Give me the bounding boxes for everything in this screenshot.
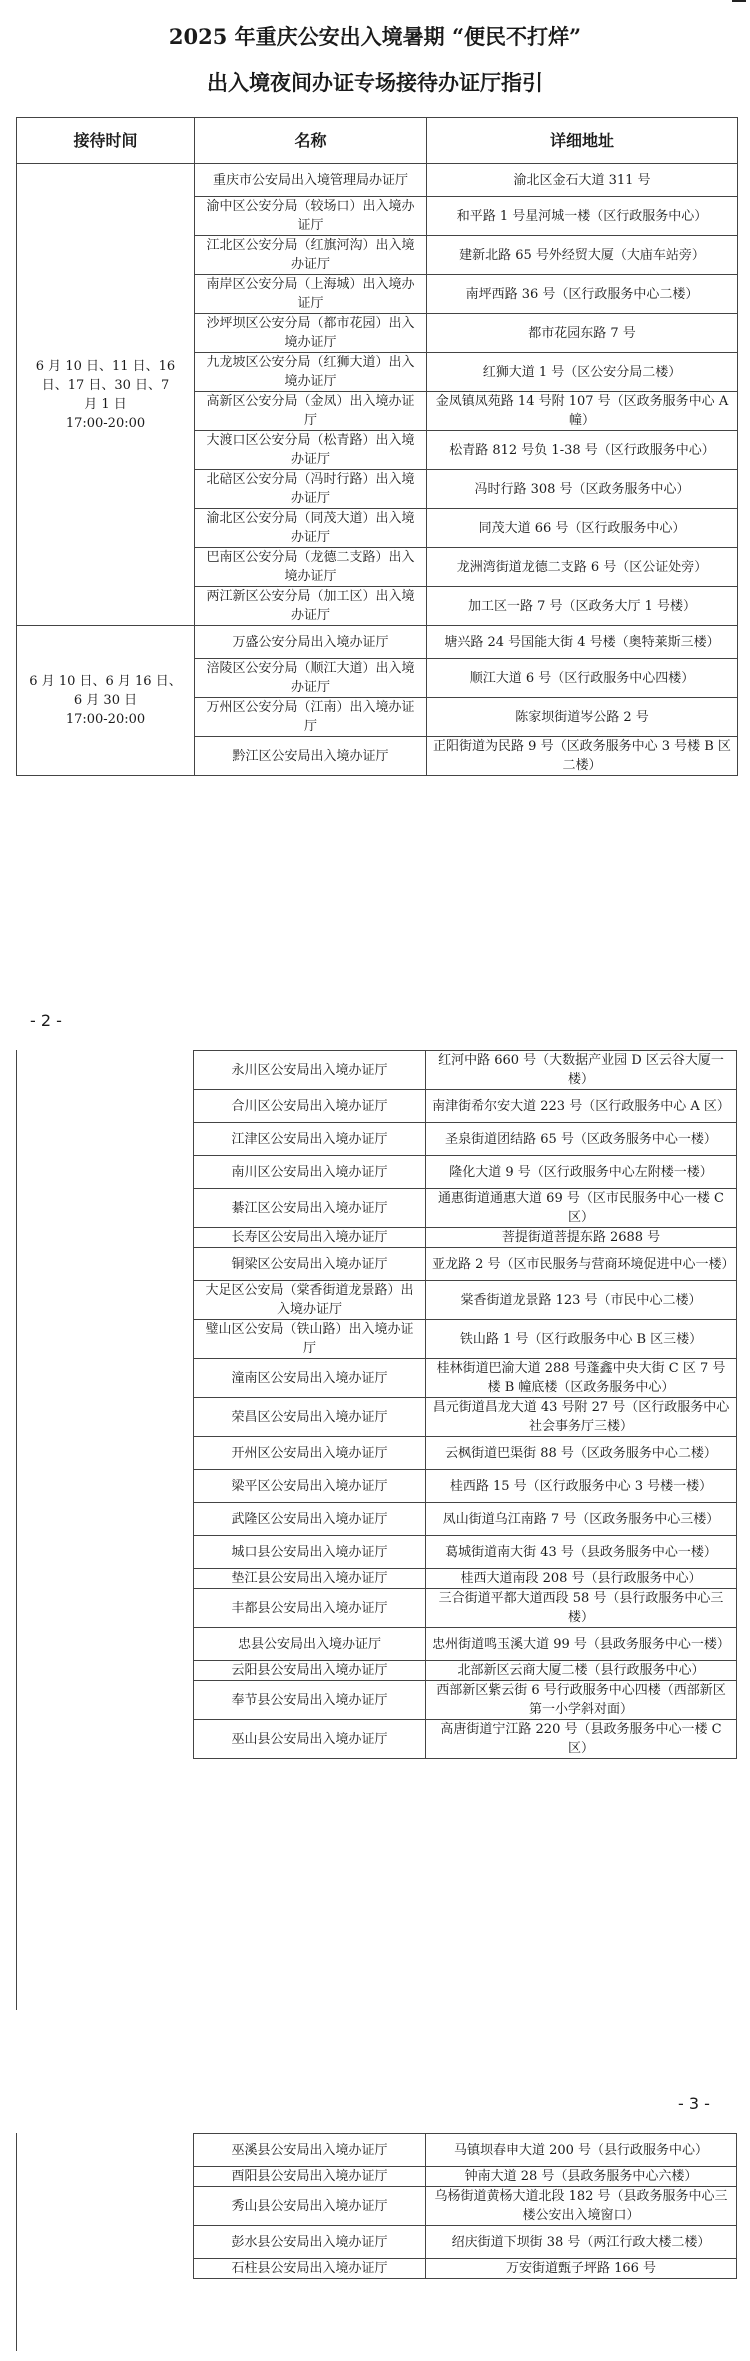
office-address: 南津街希尔安大道 223 号（区行政服务中心 A 区） bbox=[426, 1090, 737, 1123]
office-address: 红狮大道 1 号（区公安分局二楼） bbox=[427, 353, 738, 392]
office-name: 万州区公安分局（江南）出入境办证厅 bbox=[195, 698, 427, 737]
office-name: 高新区公安分局（金凤）出入境办证厅 bbox=[195, 392, 427, 431]
office-name: 大足区公安局（棠香街道龙景路）出入境办证厅 bbox=[194, 1281, 426, 1320]
office-name: 綦江区公安局出入境办证厅 bbox=[194, 1189, 426, 1228]
table-row bbox=[194, 1090, 737, 1123]
office-table-page2 bbox=[193, 1050, 737, 1759]
office-address: 隆化大道 9 号（区行政服务中心左附楼一楼） bbox=[426, 1156, 737, 1189]
office-address: 桂西大道南段 208 号（县行政服务中心） bbox=[426, 1569, 737, 1589]
table-row bbox=[194, 2226, 737, 2259]
office-address: 和平路 1 号星河城一楼（区行政服务中心） bbox=[427, 197, 738, 236]
office-name: 重庆市公安局出入境管理局办证厅 bbox=[195, 164, 427, 197]
office-name: 石柱县公安局出入境办证厅 bbox=[194, 2259, 426, 2279]
office-address: 乌杨街道黄杨大道北段 182 号（县政务服务中心三楼公安出入境窗口） bbox=[426, 2187, 737, 2226]
reception-time-cell bbox=[17, 164, 195, 626]
reception-time-cell bbox=[17, 626, 195, 776]
table-row bbox=[194, 2134, 737, 2167]
office-name: 两江新区公安分局（加工区）出入境办证厅 bbox=[195, 587, 427, 626]
office-name: 合川区公安局出入境办证厅 bbox=[194, 1090, 426, 1123]
office-name: 忠县公安局出入境办证厅 bbox=[194, 1628, 426, 1661]
reception-time-cell-line: 17:00-20:00 bbox=[65, 712, 146, 728]
office-name: 江北区公安分局（红旗河沟）出入境办证厅 bbox=[195, 236, 427, 275]
table-row bbox=[194, 1320, 737, 1359]
table-row bbox=[194, 1281, 737, 1320]
header-time: 接待时间 bbox=[17, 118, 195, 164]
office-address: 圣泉街道团结路 65 号（区政务服务中心一楼） bbox=[426, 1123, 737, 1156]
office-name: 黔江区公安局出入境办证厅 bbox=[195, 737, 427, 776]
reception-time-cell-line: 17:00-20:00 bbox=[65, 415, 146, 431]
table-row bbox=[194, 1503, 737, 1536]
office-name: 璧山区公安局（铁山路）出入境办证厅 bbox=[194, 1320, 426, 1359]
office-name: 秀山县公安局出入境办证厅 bbox=[194, 2187, 426, 2226]
office-address: 渝北区金石大道 311 号 bbox=[427, 164, 738, 197]
office-address: 亚龙路 2 号（区市民服务与营商环境促进中心一楼） bbox=[426, 1248, 737, 1281]
office-name: 巴南区公安分局（龙德二支路）出入境办证厅 bbox=[195, 548, 427, 587]
table-row bbox=[194, 1359, 737, 1398]
continuation-left-border bbox=[16, 1050, 17, 2010]
table-row bbox=[194, 1681, 737, 1720]
office-address: 北部新区云商大厦二楼（县行政服务中心） bbox=[426, 1661, 737, 1681]
table-row bbox=[17, 626, 738, 659]
office-address: 同茂大道 66 号（区行政服务中心） bbox=[427, 509, 738, 548]
page-number-3: - 3 - bbox=[678, 2094, 710, 2113]
office-address: 马镇坝春申大道 200 号（县行政服务中心） bbox=[426, 2134, 737, 2167]
office-table-page1 bbox=[16, 117, 738, 776]
office-address: 建新北路 65 号外经贸大厦（大庙车站旁） bbox=[427, 236, 738, 275]
office-address: 凤山街道乌江南路 7 号（区政务服务中心三楼） bbox=[426, 1503, 737, 1536]
office-name: 北碚区公安分局（冯时行路）出入境办证厅 bbox=[195, 470, 427, 509]
header-name: 名称 bbox=[195, 118, 427, 164]
office-name: 武隆区公安局出入境办证厅 bbox=[194, 1503, 426, 1536]
table-row bbox=[17, 164, 738, 197]
office-name: 巫溪县公安局出入境办证厅 bbox=[194, 2134, 426, 2167]
office-name: 奉节县公安局出入境办证厅 bbox=[194, 1681, 426, 1720]
table-row bbox=[194, 1628, 737, 1661]
office-name: 渝北区公安分局（同茂大道）出入境办证厅 bbox=[195, 509, 427, 548]
reception-time-cell-line: 月 1 日 bbox=[84, 396, 127, 412]
office-address: 金凤镇凤苑路 14 号附 107 号（区政务服务中心 A 幢） bbox=[427, 392, 738, 431]
office-name: 长寿区公安局出入境办证厅 bbox=[194, 1228, 426, 1248]
office-name: 江津区公安局出入境办证厅 bbox=[194, 1123, 426, 1156]
office-address: 葛城街道南大街 43 号（县政务服务中心一楼） bbox=[426, 1536, 737, 1569]
office-address: 桂林街道巴渝大道 288 号蓬鑫中央大街 C 区 7 号楼 B 幢底楼（区政务服务中心） bbox=[426, 1359, 737, 1398]
table-row bbox=[194, 1536, 737, 1569]
office-name: 万盛公安分局出入境办证厅 bbox=[195, 626, 427, 659]
office-address: 红河中路 660 号（大数据产业园 D 区云谷大厦一楼） bbox=[426, 1051, 737, 1090]
office-name: 渝中区公安分局（较场口）出入境办证厅 bbox=[195, 197, 427, 236]
office-address: 桂西路 15 号（区行政服务中心 3 号楼一楼） bbox=[426, 1470, 737, 1503]
office-address: 冯时行路 308 号（区政务服务中心） bbox=[427, 470, 738, 509]
office-name: 南川区公安局出入境办证厅 bbox=[194, 1156, 426, 1189]
office-table-page3 bbox=[193, 2133, 737, 2279]
table-row bbox=[194, 1189, 737, 1228]
office-name: 涪陵区公安分局（顺江大道）出入境办证厅 bbox=[195, 659, 427, 698]
office-address: 绍庆街道下坝街 38 号（两江行政大楼二楼） bbox=[426, 2226, 737, 2259]
office-name: 大渡口区公安分局（松青路）出入境办证厅 bbox=[195, 431, 427, 470]
table-row bbox=[194, 2187, 737, 2226]
table-row bbox=[194, 1248, 737, 1281]
page-number-2: - 2 - bbox=[30, 1011, 62, 1030]
office-name: 铜梁区公安局出入境办证厅 bbox=[194, 1248, 426, 1281]
office-address: 忠州街道鸣玉溪大道 99 号（县政务服务中心一楼） bbox=[426, 1628, 737, 1661]
reception-time-cell-line: 6 月 10 日、6 月 16 日、 bbox=[29, 674, 182, 690]
office-address: 顺江大道 6 号（区行政服务中心四楼） bbox=[427, 659, 738, 698]
office-name: 潼南区公安局出入境办证厅 bbox=[194, 1359, 426, 1398]
table-row bbox=[194, 1051, 737, 1090]
office-address: 南坪西路 36 号（区行政服务中心二楼） bbox=[427, 275, 738, 314]
office-name: 九龙坡区公安分局（红狮大道）出入境办证厅 bbox=[195, 353, 427, 392]
office-address: 通惠街道通惠大道 69 号（区市民服务中心一楼 C 区） bbox=[426, 1189, 737, 1228]
office-address: 菩提街道菩提东路 2688 号 bbox=[426, 1228, 737, 1248]
office-name: 酉阳县公安局出入境办证厅 bbox=[194, 2167, 426, 2187]
table-row bbox=[194, 1228, 737, 1248]
office-name: 丰都县公安局出入境办证厅 bbox=[194, 1589, 426, 1628]
page-edge-mark bbox=[732, 0, 746, 2]
table-row bbox=[194, 1156, 737, 1189]
office-address: 云枫街道巴渠街 88 号（区政务服务中心二楼） bbox=[426, 1437, 737, 1470]
office-address: 铁山路 1 号（区行政服务中心 B 区三楼） bbox=[426, 1320, 737, 1359]
document-title-line1: 2025 年重庆公安出入境暑期 “便民不打烊” bbox=[168, 24, 582, 49]
table-row bbox=[194, 1470, 737, 1503]
office-address: 松青路 812 号负 1-38 号（区行政服务中心） bbox=[427, 431, 738, 470]
office-name: 永川区公安局出入境办证厅 bbox=[194, 1051, 426, 1090]
table-row bbox=[194, 2259, 737, 2279]
office-name: 云阳县公安局出入境办证厅 bbox=[194, 1661, 426, 1681]
office-name: 沙坪坝区公安分局（都市花园）出入境办证厅 bbox=[195, 314, 427, 353]
office-name: 彭水县公安局出入境办证厅 bbox=[194, 2226, 426, 2259]
office-name: 巫山县公安局出入境办证厅 bbox=[194, 1720, 426, 1759]
table-row bbox=[194, 2167, 737, 2187]
office-name: 开州区公安局出入境办证厅 bbox=[194, 1437, 426, 1470]
office-address: 龙洲湾街道龙德二支路 6 号（区公证处旁） bbox=[427, 548, 738, 587]
office-address: 加工区一路 7 号（区政务大厅 1 号楼） bbox=[427, 587, 738, 626]
office-address: 都市花园东路 7 号 bbox=[427, 314, 738, 353]
office-address: 高唐街道宁江路 220 号（县政务服务中心一楼 C 区） bbox=[426, 1720, 737, 1759]
office-address: 塘兴路 24 号国能大街 4 号楼（奥特莱斯三楼） bbox=[427, 626, 738, 659]
office-address: 万安街道甄子坪路 166 号 bbox=[426, 2259, 737, 2279]
table-row bbox=[194, 1123, 737, 1156]
reception-time-cell-line: 6 月 10 日、11 日、16 bbox=[35, 358, 176, 374]
table-row bbox=[194, 1661, 737, 1681]
office-address: 正阳街道为民路 9 号（区政务服务中心 3 号楼 B 区二楼） bbox=[427, 737, 738, 776]
table-row bbox=[194, 1398, 737, 1437]
table-row bbox=[194, 1437, 737, 1470]
office-address: 昌元街道昌龙大道 43 号附 27 号（区行政服务中心社会事务厅三楼） bbox=[426, 1398, 737, 1437]
table-row bbox=[194, 1569, 737, 1589]
office-name: 梁平区公安局出入境办证厅 bbox=[194, 1470, 426, 1503]
office-name: 城口县公安局出入境办证厅 bbox=[194, 1536, 426, 1569]
reception-time-cell-line: 6 月 30 日 bbox=[73, 693, 138, 709]
office-name: 垫江县公安局出入境办证厅 bbox=[194, 1569, 426, 1589]
document-title-line2: 出入境夜间办证专场接待办证厅指引 bbox=[207, 70, 543, 95]
table-row bbox=[194, 1589, 737, 1628]
office-address: 西部新区紫云街 6 号行政服务中心四楼（西部新区第一小学斜对面） bbox=[426, 1681, 737, 1720]
office-address: 三合街道平都大道西段 58 号（县行政服务中心三楼） bbox=[426, 1589, 737, 1628]
continuation-left-border-3 bbox=[16, 2133, 17, 2351]
table-row bbox=[194, 1720, 737, 1759]
office-name: 荣昌区公安局出入境办证厅 bbox=[194, 1398, 426, 1437]
office-address: 钟南大道 28 号（县政务服务中心六楼） bbox=[426, 2167, 737, 2187]
header-address: 详细地址 bbox=[427, 118, 738, 164]
office-address: 棠香街道龙景路 123 号（市民中心二楼） bbox=[426, 1281, 737, 1320]
reception-time-cell-line: 日、17 日、30 日、7 bbox=[41, 377, 170, 393]
office-name: 南岸区公安分局（上海城）出入境办证厅 bbox=[195, 275, 427, 314]
office-address: 陈家坝街道岑公路 2 号 bbox=[427, 698, 738, 737]
